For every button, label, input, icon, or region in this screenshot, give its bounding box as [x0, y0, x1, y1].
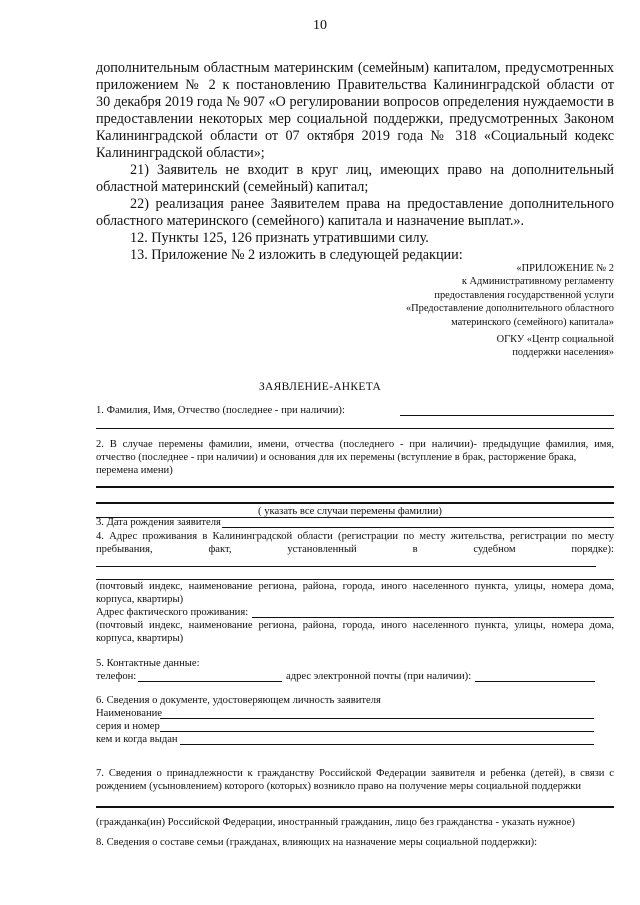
appendix-header-line: предоставления государственной услуги — [434, 289, 614, 301]
appendix-header-line: к Административному регламенту — [461, 276, 614, 288]
q4-word: порядке): — [571, 544, 614, 555]
q4-word: установленный — [287, 544, 357, 555]
q4-word: судебном — [473, 544, 516, 555]
actual-address-field[interactable] — [252, 617, 614, 618]
paragraph-line: приложением № 2 к постановлению Правительства Калининградской области от — [96, 77, 614, 93]
appendix-header-line: «Предоставление дополнительного областного — [405, 303, 614, 315]
citizenship-field[interactable] — [96, 806, 614, 808]
paragraph-line: предоставлении некоторых мер социальной поддержки, предусмотренных Законом — [96, 111, 614, 127]
paragraph-21-line: областной материнский (семейный) капитал; — [96, 179, 369, 195]
doc-name-field[interactable] — [160, 718, 594, 719]
appendix-header-line: «ПРИЛОЖЕНИЕ № 2 — [516, 263, 614, 274]
paragraph-21-line: 21) Заявитель не входит в круг лиц, имеющих право на дополнительный — [130, 162, 614, 178]
form-title: ЗАЯВЛЕНИЕ-АНКЕТА — [258, 381, 382, 393]
paragraph-12: 12. Пункты 125, 126 признать утратившими силу. — [130, 230, 429, 246]
q7-line: рождением (усыновлением) которого (которых) возникло право на получение меры социальной поддержки — [96, 781, 582, 792]
actual-address-label: Адрес фактического проживания: — [96, 607, 249, 618]
q2-line: 2. В случае перемены фамилии, имени, отчества (последнего - при наличии)- предыдущие фамилия, имя, — [96, 439, 614, 450]
q4-word: пребывания, — [96, 544, 153, 555]
email-label: адрес электронной почты (при наличии): — [286, 671, 472, 682]
phone-field[interactable] — [138, 681, 282, 682]
addressee-line: ОГКУ «Центр социальной — [496, 334, 614, 345]
doc-name-label: Наименование — [96, 708, 162, 719]
q7-line: 7. Сведения о принадлежности к гражданству Российской Федерации заявителя и ребенка (детей), в связи с — [96, 768, 614, 779]
paragraph-line: 30 декабря 2019 года № 907 «О регулировании вопросов определения нуждаемости в — [96, 94, 614, 110]
email-field[interactable] — [475, 681, 595, 682]
q8-label: 8. Сведения о составе семьи (гражданах, влияющих на назначение меры социальной поддержки): — [96, 837, 538, 848]
registration-address-field[interactable] — [96, 566, 596, 567]
appendix-header-line: материнского (семейного) капитала» — [451, 316, 614, 328]
q2-line: отчество (последнее - при наличии) и основания для их перемены (вступление в брак, расторжение брака, — [96, 452, 577, 463]
doc-issued-field[interactable] — [180, 744, 594, 745]
q5-label: 5. Контактные данные: — [96, 658, 200, 669]
doc-issued-label: кем и когда выдан — [96, 734, 178, 745]
q1-fill-line-2[interactable] — [96, 428, 614, 429]
q2-line: перемена имени) — [96, 465, 173, 476]
doc-series-field[interactable] — [160, 731, 594, 732]
q2-fill-line[interactable] — [96, 486, 614, 488]
paragraph-line: Калининградской области от 07 октября 2019 года № 318 «Социальный кодекс — [96, 128, 614, 144]
address-hint-line: (почтовый индекс, наименование региона, района, города, иного населенного пункта, улицы, номера дома, — [96, 581, 614, 592]
q2-caption: ( указать все случаи перемены фамилии) — [258, 506, 442, 517]
address-hint-line: корпуса, квартиры) — [96, 633, 184, 644]
addressee — [314, 333, 614, 360]
paragraph-22-line: областного материнского (семейного) капитала и назначение выплат.». — [96, 213, 525, 229]
q4-line: 4. Адрес проживания в Калининградской области (регистрации по месту жительства, регистрации по месту — [96, 531, 614, 542]
q3-label: 3. Дата рождения заявителя — [96, 517, 221, 528]
appendix-header — [314, 262, 614, 329]
q1-fill-line[interactable] — [400, 415, 614, 416]
q4-word: в — [412, 544, 418, 555]
birth-date-field[interactable] — [222, 527, 614, 528]
address-hint-line: (почтовый индекс, наименование региона, района, города, иного населенного пункта, улицы, номера дома, — [96, 620, 614, 631]
paragraph-13: 13. Приложение № 2 изложить в следующей редакции: — [130, 247, 463, 263]
q4-word: факт, — [208, 544, 232, 555]
paragraph-22-line: 22) реализация ранее Заявителем права на предоставление дополнительного — [130, 196, 614, 212]
phone-label: телефон: — [96, 671, 137, 682]
q2-fill-line-2[interactable] — [96, 502, 614, 504]
q4-line-2 — [96, 543, 614, 557]
q1-label: 1. Фамилия, Имя, Отчество (последнее - при наличии): — [96, 405, 345, 416]
q7-caption: (гражданка(ин) Российской Федерации, иностранный гражданин, лицо без гражданства - указать нужное) — [96, 817, 575, 828]
paragraph-line: дополнительным областным материнским (семейным) капиталом, предусмотренных — [96, 60, 614, 76]
address-hint-line: корпуса, квартиры) — [96, 594, 184, 605]
page-number: 10 — [313, 18, 327, 33]
q6-label: 6. Сведения о документе, удостоверяющем личность заявителя — [96, 695, 381, 706]
doc-series-label: серия и номер — [96, 721, 160, 732]
paragraph-line: Калининградской области»; — [96, 145, 265, 161]
addressee-line: поддержки населения» — [512, 347, 614, 359]
